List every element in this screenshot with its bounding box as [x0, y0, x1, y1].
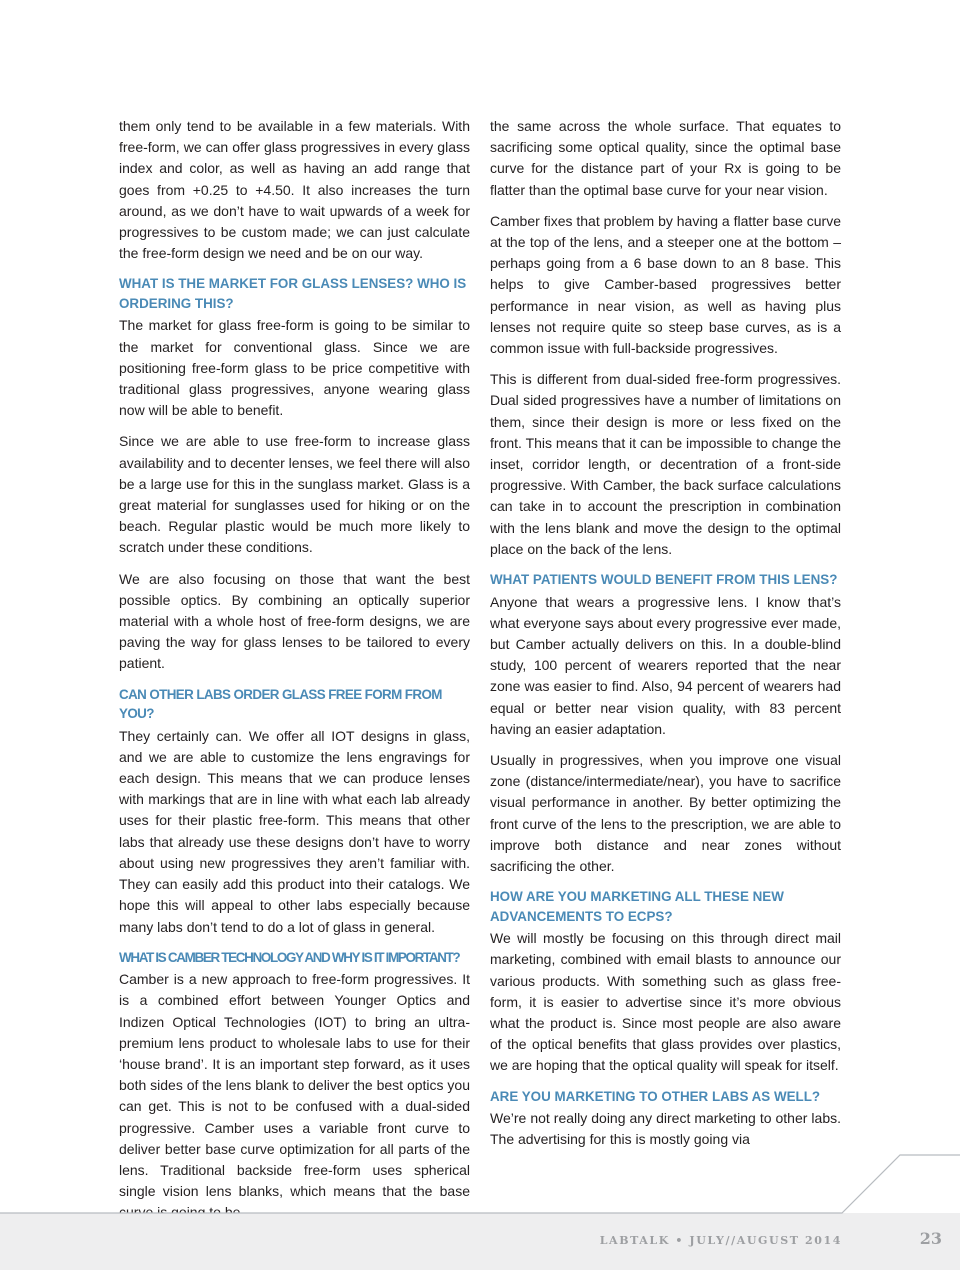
- paragraph: the same across the whole surface. That equates to sacrificing some optical quality, since the optimal base curve for the distance part of your Rx is going to be flatter than the optimal base curve for your near vision.: [490, 118, 841, 198]
- paragraph: Usually in progressives, when you improve one visual zone (distance/intermediate/near), you have to sacrifice visual performance in another. By better optimizing the front curve of the lens to the prescription, we are able to improve both distance and near zones without sacrificing the other.: [490, 751, 841, 874]
- paragraph: Anyone that wears a progressive lens. I know that’s what everyone says about every progressive ever made, but Camber actually delivers on this. In a double-blind study, 100 percent of wearers reported that the near zone was easier to find. Also, 94 percent of wearers had equal or better near vision quality, with 83 percent having an easier adaptation.: [490, 593, 841, 737]
- paragraph: Camber fixes that problem by having a flatter base curve at the top of the lens, and a steeper one at the bottom – perhaps going from a 6 base down to an 8 base. This helps to give Camber-based progressives better performance in near vision, as well as having plus lenses not require quite so steep base curves, as is a common issue with full-backside progressives.: [490, 212, 841, 357]
- section-heading: WHAT IS CAMBER TECHNOLOGY AND WHY IS IT IMPORTANT?: [119, 949, 460, 965]
- section-heading: HOW ARE YOU MARKETING ALL THESE NEW ADVANCEMENTS TO ECPS?: [490, 889, 784, 924]
- paragraph: We will mostly be focusing on this through direct mail marketing, combined with email blasts to announce our various products. With something such as glass free-form, it is easier to advertise since it’s more obvious what the product is. Since most people are also aware of the optical benefits that glass provides over plastics, we are hoping that the optical quality will speak for itself.: [490, 930, 841, 1074]
- paragraph: This is different from dual-sided free-form progressives. Dual sided progressives have a number of limitations on them, since their design is more or less fixed on the front. This means that it can be impossible to change the inset, corridor length, or decentration of a front-side progressive. With Camber, the back surface calculations can take in to account the prescription in combination with the lens blank and move the design to the optimal place on the back of the lens.: [490, 371, 841, 557]
- paragraph: We are also focusing on those that want the best possible optics. By combining an optically superior material with a whole host of free-form designs, we are paving the way for glass lenses to be tailored to every patient.: [119, 570, 470, 672]
- paragraph: We’re not really doing any direct marketing to other labs. The advertising for this is mostly going via: [490, 1110, 841, 1148]
- left-column: [119, 116, 470, 1234]
- paragraph: them only tend to be available in a few materials. With free-form, we can offer glass progressives in every glass index and color, as well as having an add range that goes from +0.25 to +4.50. It also increases the turn around, as we don’t have to wait upwards of a week for progressives to be custom made; we can just calculate the free-form design we need and be on our way.: [119, 118, 470, 262]
- publication-footer: LABTALK • JULY//AUGUST 2014: [599, 1234, 842, 1247]
- section-heading: WHAT IS THE MARKET FOR GLASS LENSES? WHO IS ORDERING THIS?: [119, 276, 467, 311]
- section-heading: WHAT PATIENTS WOULD BENEFIT FROM THIS LENS?: [490, 572, 838, 588]
- section-heading: ARE YOU MARKETING TO OTHER LABS AS WELL?: [490, 1088, 821, 1104]
- paragraph: Camber is a new approach to free-form progressives. It is a combined effort between Younger Optics and Indizen Optical Technologies (IOT) to bring an ultra-premium lens product to wholesale labs to use for their ‘house brand’. It is an important step forward, as it uses both sides of the lens blank to deliver the best optics you can get. This is not to be confused with a dual-sided progressive. Camber uses a variable front curve to deliver better base curve optimization for all parts of the lens. Traditional backside free-form uses spherical single vision lens blanks, which means that the base: [119, 971, 470, 1200]
- section-heading: CAN OTHER LABS ORDER GLASS FREE FORM FROM YOU?: [119, 686, 442, 722]
- paragraph: Since we are able to use free-form to increase glass availability and to decenter lenses, we feel there will also be a large use for this in the sunglass market. Glass is a great material for sunglasses used for hiking or on the beach. Regular plastic would be much more likely to scratch under these conditions.: [119, 433, 470, 556]
- page-number: 23: [919, 1229, 942, 1248]
- right-column: [490, 116, 841, 1161]
- paragraph: They certainly can. We offer all IOT designs in glass, and we are able to customize the lens engravings for each design. This means that we can produce lenses with markings that are in line with what each lab already uses for their plastic free-form. This means that other labs that already use these designs don’t have to worry about using new progressives they aren’t familiar with. They can easily add this product into their catalogs. We hope this will appeal to other labs especially because many labs don’t tend to do a lot of glass in general.: [119, 727, 470, 935]
- footer-decoration: [0, 1140, 960, 1270]
- paragraph: The market for glass free-form is going to be similar to the market for conventional glass. Since we are positioning free-form glass to be price competitive with traditional glass progressives, anyone wearing glass now will be able to benefit.: [119, 317, 470, 419]
